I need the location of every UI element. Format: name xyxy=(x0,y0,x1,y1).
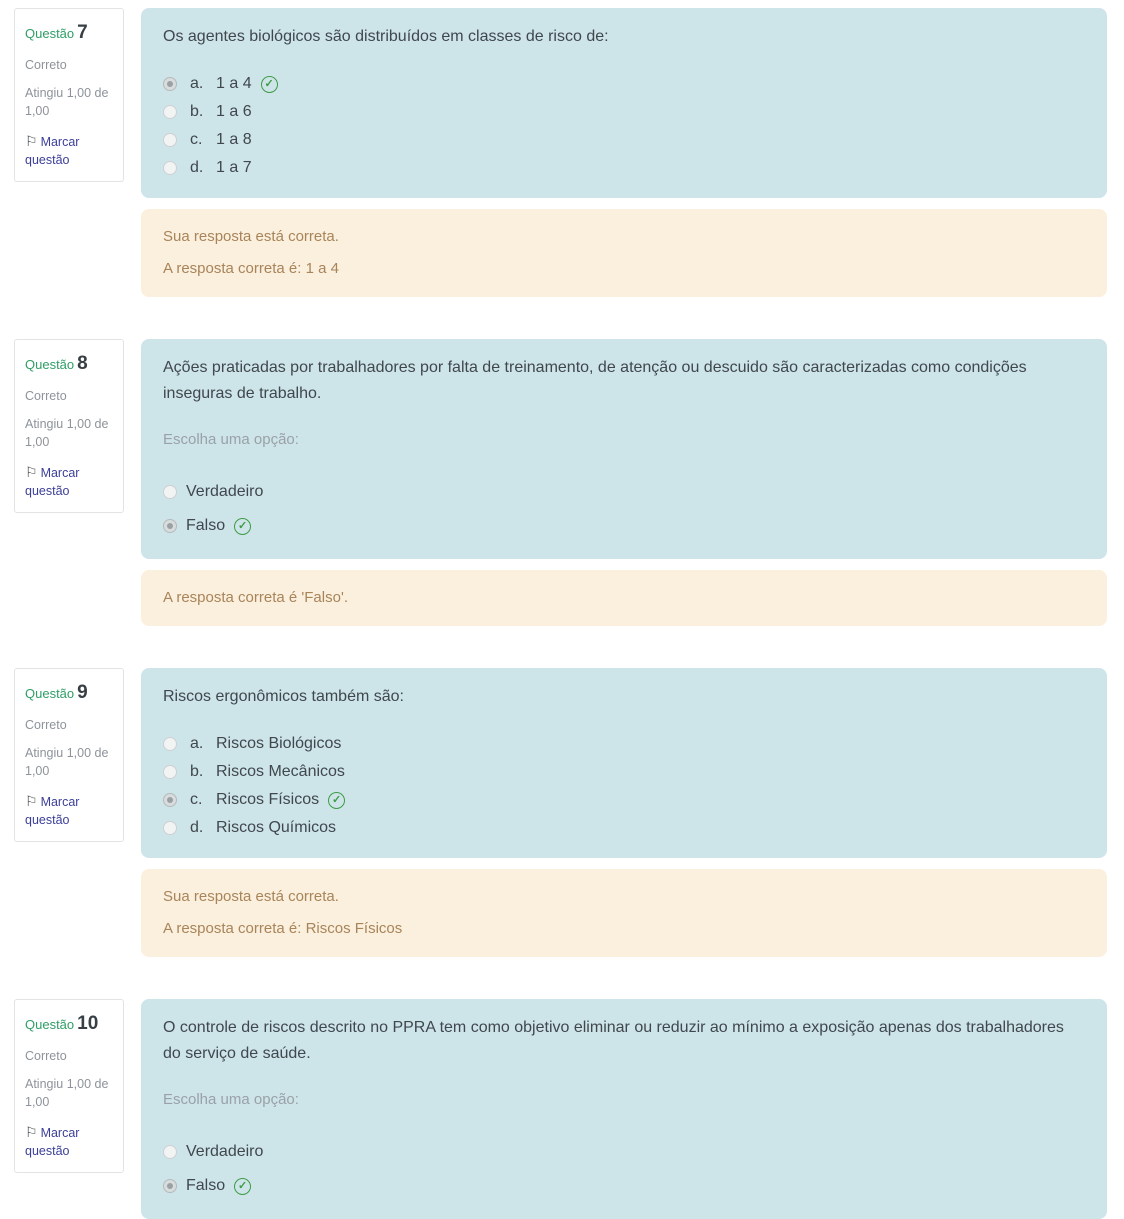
flag-icon: ⚐ xyxy=(25,463,38,480)
option-text: Riscos Físicos xyxy=(216,791,320,808)
option-text: Verdadeiro xyxy=(186,483,264,500)
feedback-line: Sua resposta está correta. xyxy=(163,888,339,905)
option-letter: d. xyxy=(190,159,204,176)
question-text: O controle de riscos descrito no PPRA tem como objetivo eliminar ou reduzir ao mínimo a exposição apenas dos trabalhadores do serviço de saúde. xyxy=(163,1019,1064,1062)
radio-button[interactable] xyxy=(163,161,177,175)
correct-check-icon: ✓ xyxy=(328,792,345,809)
question-status: Correto xyxy=(25,1048,67,1063)
question-body xyxy=(141,999,1107,1219)
option-text: 1 a 4 xyxy=(216,75,252,92)
answer-option-d[interactable] xyxy=(163,814,1085,842)
radio-button[interactable] xyxy=(163,105,177,119)
question-block-9 xyxy=(14,668,1107,957)
answer-option-c[interactable] xyxy=(163,786,1085,814)
radio-button[interactable] xyxy=(163,737,177,751)
question-status: Correto xyxy=(25,57,67,72)
question-info-panel xyxy=(14,668,124,842)
option-text: 1 a 7 xyxy=(216,159,252,176)
question-grade: Atingiu 1,00 de 1,00 xyxy=(25,745,109,778)
option-text: Riscos Biológicos xyxy=(216,735,342,752)
option-text: Riscos Mecânicos xyxy=(216,763,345,780)
answer-option-false[interactable] xyxy=(163,509,1085,543)
flag-question-link[interactable] xyxy=(25,131,113,169)
flag-icon: ⚐ xyxy=(25,792,38,809)
flag-question-label: Marcar questão xyxy=(25,1125,80,1159)
option-text: Riscos Químicos xyxy=(216,819,337,836)
radio-button[interactable] xyxy=(163,793,177,807)
radio-button[interactable] xyxy=(163,133,177,147)
question-heading xyxy=(25,19,113,47)
option-text: 1 a 6 xyxy=(216,103,252,120)
option-letter: c. xyxy=(190,791,203,808)
option-letter: b. xyxy=(190,763,204,780)
question-number: 9 xyxy=(77,682,88,703)
answer-option-a[interactable] xyxy=(163,70,1085,98)
answer-options xyxy=(163,475,1085,543)
flag-icon: ⚐ xyxy=(25,1123,38,1140)
question-number: 10 xyxy=(77,1013,99,1034)
flag-question-label: Marcar questão xyxy=(25,465,80,499)
feedback-box xyxy=(141,570,1107,626)
correct-check-icon: ✓ xyxy=(261,76,278,93)
answer-option-a[interactable] xyxy=(163,730,1085,758)
question-label: Questão xyxy=(25,1017,75,1032)
feedback-line: Sua resposta está correta. xyxy=(163,228,339,245)
question-body xyxy=(141,8,1107,198)
answer-options xyxy=(163,730,1085,842)
flag-question-link[interactable] xyxy=(25,1122,113,1160)
question-grade: Atingiu 1,00 de 1,00 xyxy=(25,416,109,449)
radio-button[interactable] xyxy=(163,519,177,533)
flag-question-label: Marcar questão xyxy=(25,134,80,168)
question-block-7 xyxy=(14,8,1107,297)
question-label: Questão xyxy=(25,357,75,372)
question-body xyxy=(141,668,1107,858)
answer-option-d[interactable] xyxy=(163,154,1085,182)
radio-button[interactable] xyxy=(163,1179,177,1193)
answer-options xyxy=(163,1135,1085,1203)
question-info-panel xyxy=(14,999,124,1173)
option-letter: c. xyxy=(190,131,203,148)
question-block-10 xyxy=(14,999,1107,1219)
feedback-line: A resposta correta é: 1 a 4 xyxy=(163,260,339,277)
answer-option-b[interactable] xyxy=(163,98,1085,126)
question-heading xyxy=(25,350,113,378)
answer-option-true[interactable] xyxy=(163,1135,1085,1169)
correct-check-icon: ✓ xyxy=(234,1178,251,1195)
answer-option-true[interactable] xyxy=(163,475,1085,509)
question-text: Riscos ergonômicos também são: xyxy=(163,688,404,705)
option-text: Falso xyxy=(186,1177,226,1194)
question-label: Questão xyxy=(25,686,75,701)
question-text: Os agentes biológicos são distribuídos em classes de risco de: xyxy=(163,28,609,45)
flag-question-label: Marcar questão xyxy=(25,794,80,828)
option-letter: a. xyxy=(190,735,204,752)
choose-option-prompt: Escolha uma opção: xyxy=(163,1091,299,1108)
feedback-box xyxy=(141,209,1107,297)
radio-button[interactable] xyxy=(163,765,177,779)
option-text: 1 a 8 xyxy=(216,131,252,148)
option-text: Verdadeiro xyxy=(186,1143,264,1160)
answer-options xyxy=(163,70,1085,182)
flag-icon: ⚐ xyxy=(25,132,38,149)
radio-button[interactable] xyxy=(163,821,177,835)
feedback-line: A resposta correta é: Riscos Físicos xyxy=(163,920,403,937)
option-letter: a. xyxy=(190,75,204,92)
option-letter: b. xyxy=(190,103,204,120)
radio-button[interactable] xyxy=(163,1145,177,1159)
radio-button[interactable] xyxy=(163,485,177,499)
question-grade: Atingiu 1,00 de 1,00 xyxy=(25,85,109,118)
choose-option-prompt: Escolha uma opção: xyxy=(163,431,299,448)
flag-question-link[interactable] xyxy=(25,462,113,500)
question-status: Correto xyxy=(25,388,67,403)
question-status: Correto xyxy=(25,717,67,732)
question-heading xyxy=(25,679,113,707)
question-grade: Atingiu 1,00 de 1,00 xyxy=(25,1076,109,1109)
question-number: 8 xyxy=(77,353,88,374)
question-number: 7 xyxy=(77,22,88,43)
radio-button[interactable] xyxy=(163,77,177,91)
correct-check-icon: ✓ xyxy=(234,518,251,535)
option-text: Falso xyxy=(186,517,226,534)
question-label: Questão xyxy=(25,26,75,41)
flag-question-link[interactable] xyxy=(25,791,113,829)
question-info-panel xyxy=(14,339,124,513)
question-text: Ações praticadas por trabalhadores por falta de treinamento, de atenção ou descuido são caracterizadas como condições inseguras de trabalho. xyxy=(163,359,1027,402)
question-info-panel xyxy=(14,8,124,182)
feedback-box xyxy=(141,869,1107,957)
answer-option-b[interactable] xyxy=(163,758,1085,786)
answer-option-c[interactable] xyxy=(163,126,1085,154)
option-letter: d. xyxy=(190,819,204,836)
question-body xyxy=(141,339,1107,559)
feedback-line: A resposta correta é 'Falso'. xyxy=(163,589,348,606)
answer-option-false[interactable] xyxy=(163,1169,1085,1203)
question-block-8 xyxy=(14,339,1107,626)
question-heading xyxy=(25,1010,113,1038)
